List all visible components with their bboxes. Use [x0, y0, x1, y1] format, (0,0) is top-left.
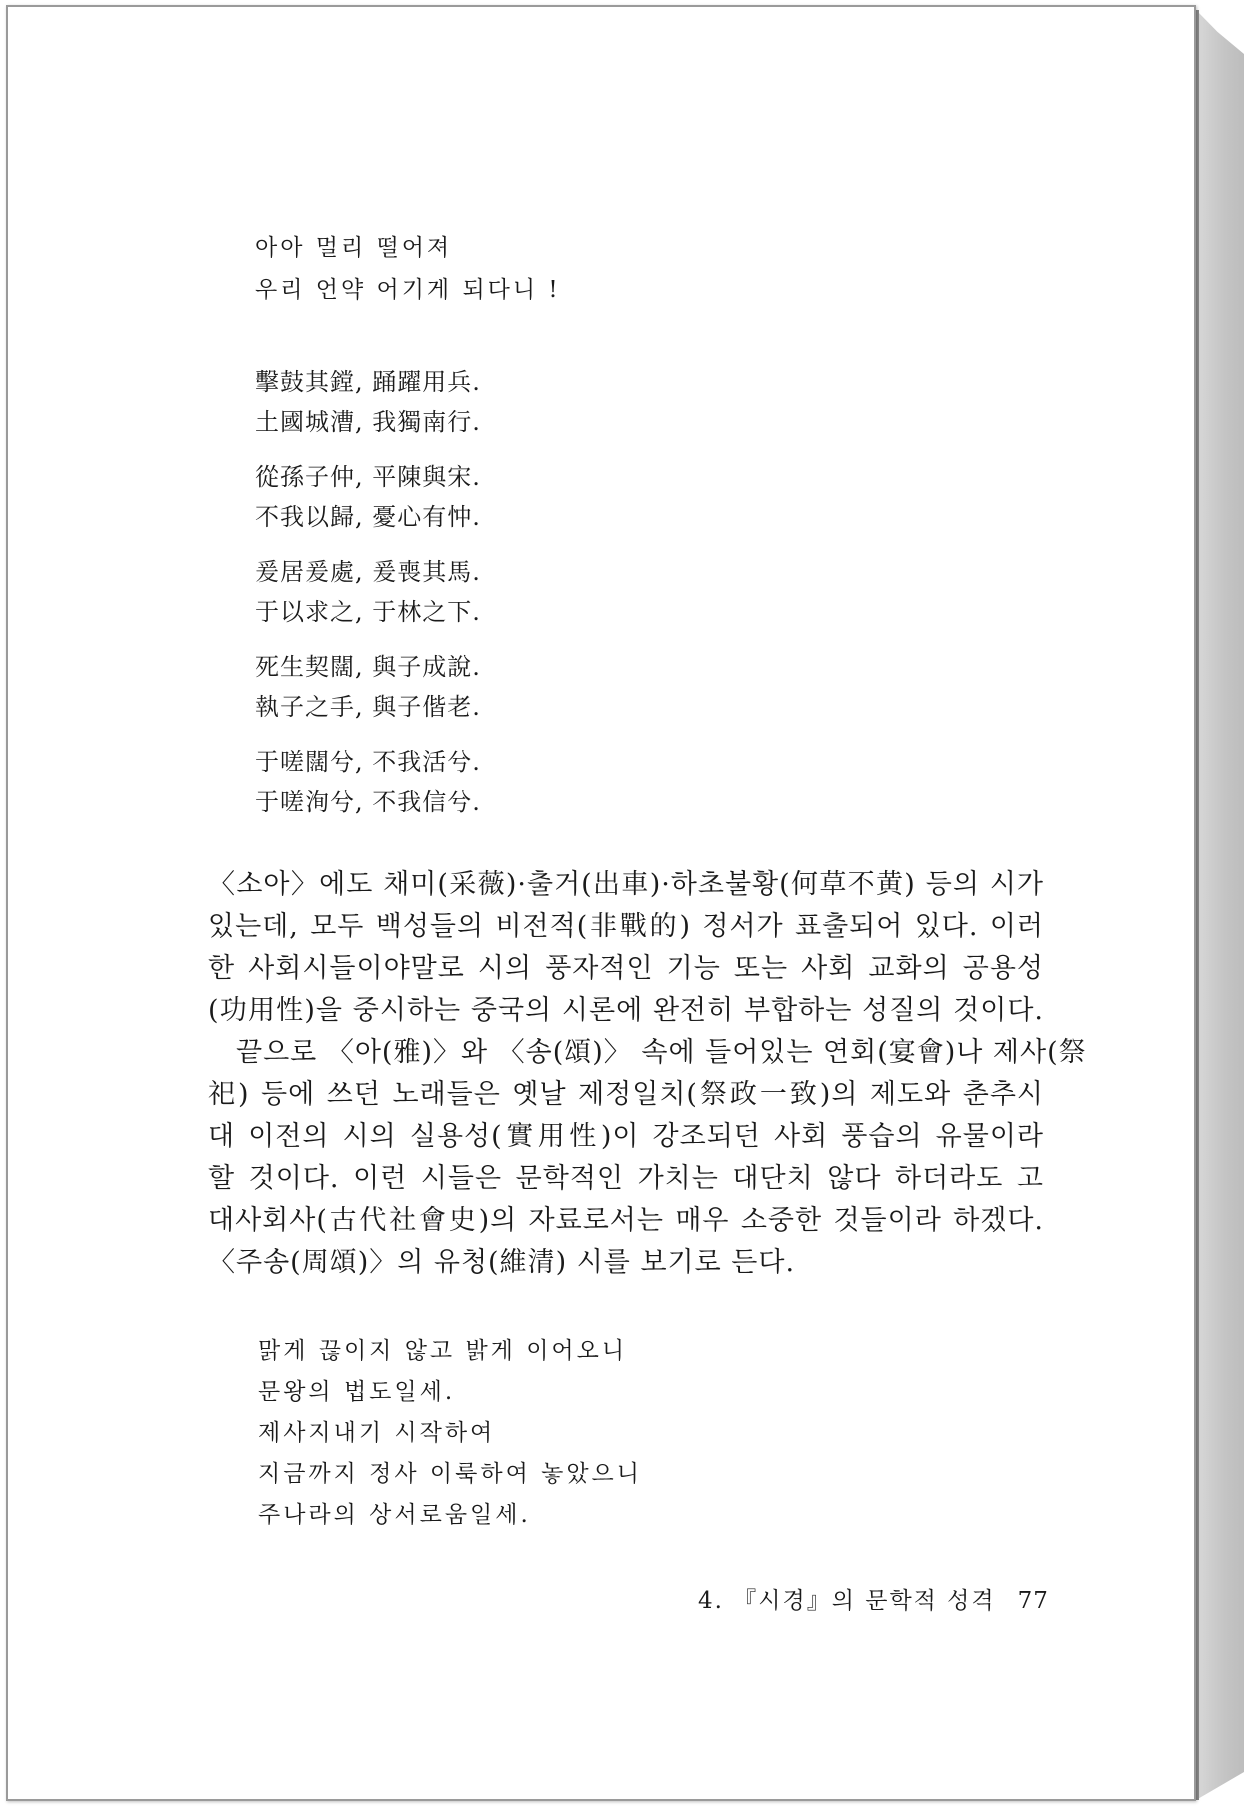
page-footer: [698, 1582, 1049, 1615]
poem-chinese-line: 執子之手, 與子偕老.: [255, 693, 481, 721]
poem2-korean-line: 맑게 끊이지 않고 밝게 이어오니: [258, 1338, 628, 1364]
running-head: 4. 『시경』의 문학적 성격: [698, 1588, 996, 1614]
poem-chinese-line: 于嗟洵兮, 不我信兮.: [255, 788, 481, 816]
prose-line: 할 것이다. 이런 시들은 문학적인 가치는 대단치 않다 하더라도 고: [208, 1163, 1044, 1194]
prose-line: 한 사회시들이야말로 시의 풍자적인 기능 또는 사회 교화의 공용성: [208, 953, 1044, 984]
poem-chinese-line: 于以求之, 于林之下.: [255, 598, 481, 626]
poem2-korean-line: 지금까지 정사 이룩하여 놓았으니: [258, 1461, 642, 1487]
poem-chinese-line: 爰居爰處, 爰喪其馬.: [255, 558, 481, 586]
prose-line: 있는데, 모두 백성들의 비전적(非戰的) 정서가 표출되어 있다. 이러: [208, 911, 1044, 942]
prose-line: (功用性)을 중시하는 중국의 시론에 완전히 부합하는 성질의 것이다.: [208, 995, 1044, 1026]
prose-line: 대사회사(古代社會史)의 자료로서는 매우 소중한 것들이라 하겠다.: [208, 1205, 1044, 1236]
poem-chinese-line: 從孫子仲, 平陳與宋.: [255, 463, 481, 491]
prose-line: 대 이전의 시의 실용성(實用性)이 강조되던 사회 풍습의 유물이라: [208, 1121, 1044, 1152]
page-number: 77: [1017, 1588, 1049, 1614]
poem-chinese-line: 死生契闊, 與子成說.: [255, 653, 481, 681]
poem2-korean-line: 주나라의 상서로움일세.: [258, 1502, 531, 1528]
prose-line: 끝으로 〈아(雅)〉와 〈송(頌)〉 속에 들어있는 연회(宴會)나 제사(祭: [236, 1037, 1087, 1068]
poem-chinese-line: 于嗟闊兮, 不我活兮.: [255, 748, 481, 776]
poem2-korean-line: 제사지내기 시작하여: [258, 1420, 496, 1446]
poem2-korean-line: 문왕의 법도일세.: [258, 1379, 456, 1405]
page-stack-edge: [1196, 10, 1244, 1800]
poem-chinese-line: 擊鼓其鏜, 踊躍用兵.: [255, 368, 481, 396]
prose-line: 祀) 등에 쓰던 노래들은 옛날 제정일치(祭政一致)의 제도와 춘추시: [208, 1079, 1044, 1110]
poem-chinese-line: 土國城漕, 我獨南行.: [255, 408, 481, 436]
poem-korean-line: 우리 언약 어기게 되다니 !: [255, 277, 561, 303]
page-edge-line: [1196, 10, 1199, 1800]
book-page: [6, 5, 1196, 1801]
poem-chinese-line: 不我以歸, 憂心有忡.: [255, 503, 481, 531]
prose-line: 〈소아〉에도 채미(采薇)·출거(出車)·하초불황(何草不黄) 등의 시가: [208, 869, 1044, 900]
prose-line: 〈주송(周頌)〉의 유청(維清) 시를 보기로 든다.: [208, 1247, 796, 1278]
poem-korean-line: 아아 멀리 떨어져: [255, 235, 453, 261]
